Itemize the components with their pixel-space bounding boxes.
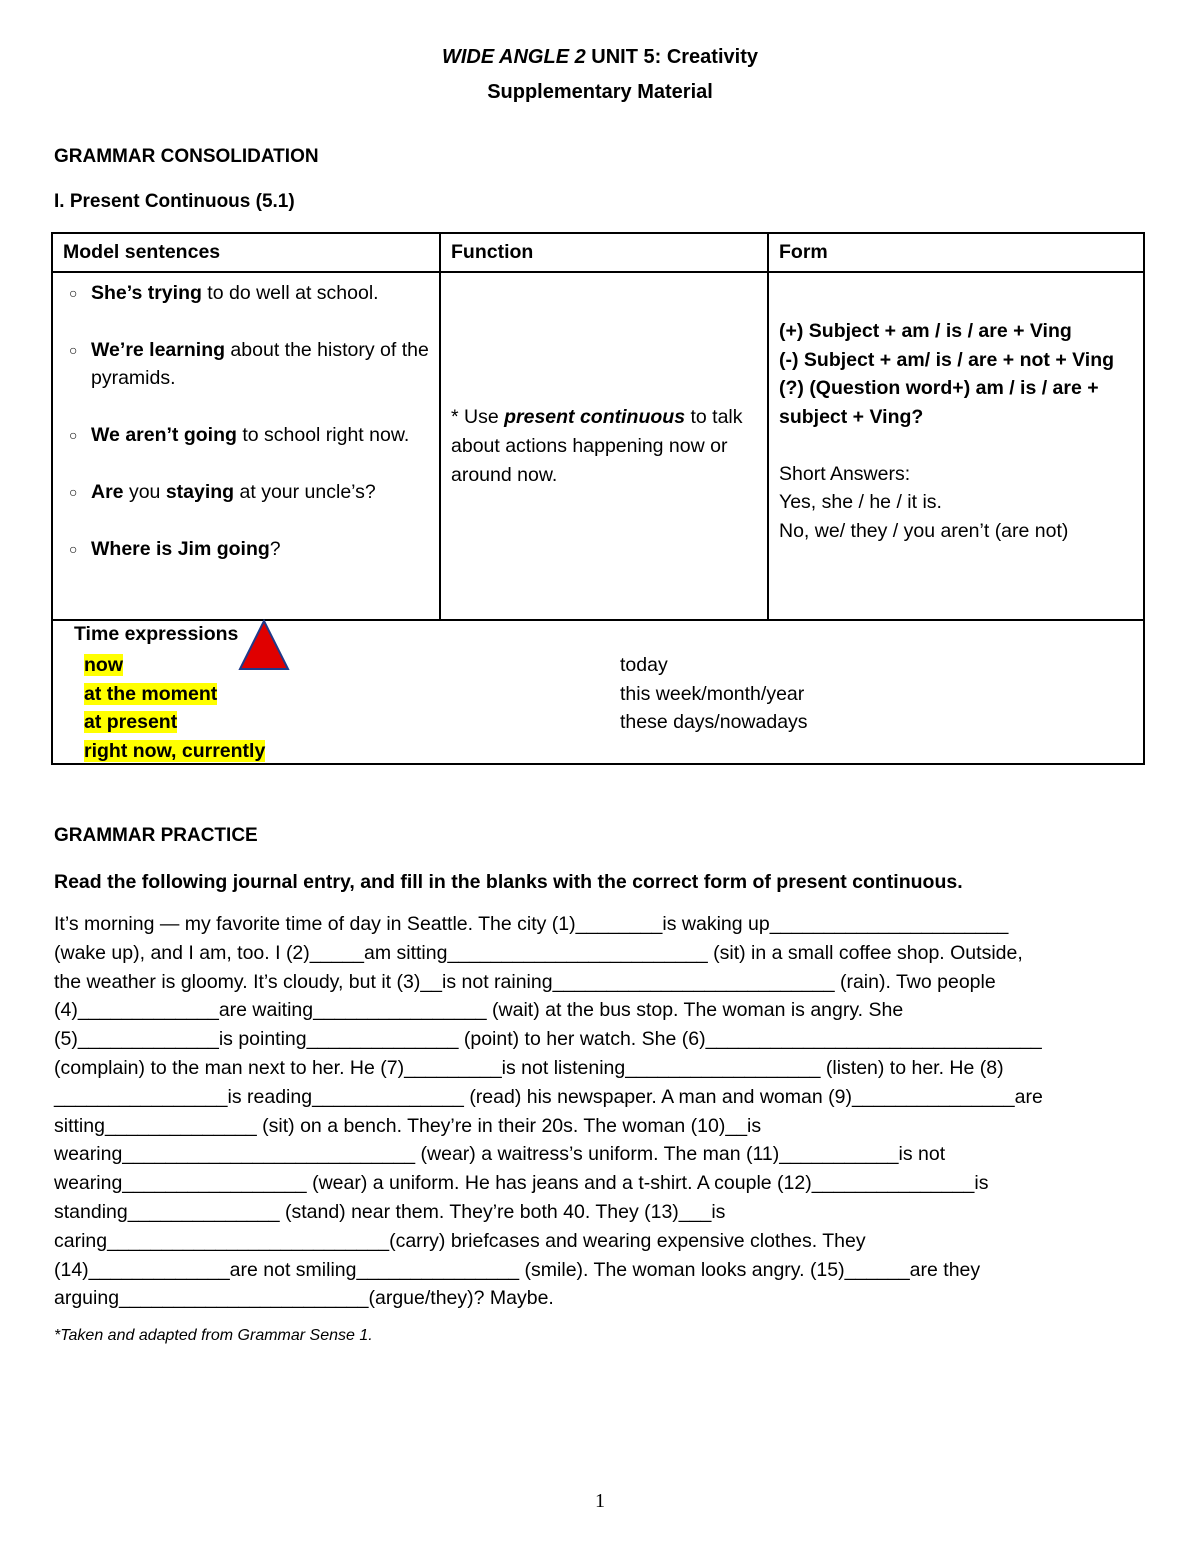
form-cell — [768, 272, 1144, 620]
time-expression: this week/month/year — [620, 682, 805, 705]
model-sentence: ○ We aren’t going to school right now. — [69, 421, 429, 449]
model-sentence: ○ Are you staying at your uncle’s? — [69, 478, 429, 506]
time-expression: these days/nowadays — [620, 711, 808, 733]
practice-heading: GRAMMAR PRACTICE — [54, 825, 258, 846]
journal-line: (wake up), and I am, too. I (2)_____am sitting________________________ (sit) in a small coffee shop. Outside, — [54, 941, 1023, 964]
time-expression: now — [84, 654, 123, 676]
table-header-row — [52, 233, 1144, 272]
form-negative: (-) Subject + am/ is / are + not + Ving — [779, 348, 1115, 371]
short-answers-title: Short Answers: — [779, 462, 911, 485]
journal-line: the weather is gloomy. It’s cloudy, but it (3)__is not raining__________________________ (rain). Two people — [54, 970, 996, 993]
journal-line: (14)_____________are not smiling_______________ (smile). The woman looks angry. (15)______are they — [54, 1258, 981, 1281]
journal-line: arguing_______________________(argue/they)? Maybe. — [54, 1287, 554, 1310]
journal-line: It’s morning — my favorite time of day in Seattle. The city (1)________is waking up______________________ — [54, 913, 1009, 935]
document-subtitle: Supplementary Material — [487, 81, 713, 103]
time-expressions-cell — [52, 620, 1144, 764]
journal-line: sitting______________ (sit) on a bench. They’re in their 20s. The woman (10)__is — [54, 1114, 762, 1137]
journal-line: standing______________ (stand) near them. They’re both 40. They (13)___is — [54, 1200, 726, 1223]
consolidation-heading: GRAMMAR CONSOLIDATION — [54, 146, 319, 167]
grammar-table — [51, 232, 1145, 765]
time-expression: at the moment — [84, 682, 218, 705]
source-note: *Taken and adapted from Grammar Sense 1. — [54, 1327, 373, 1344]
time-expressions-left — [84, 651, 265, 765]
form-positive: (+) Subject + am / is / are + Ving — [779, 320, 1072, 342]
time-expression: at present — [84, 711, 178, 733]
journal-line: ________________is reading______________ (read) his newspaper. A man and woman (9)_______________are — [54, 1085, 1043, 1108]
journal-line: (5)_____________is pointing______________ (point) to her watch. She (6)_______________________________ — [54, 1028, 1042, 1051]
journal-line: wearing___________________________ (wear) a waitress’s uniform. The man (11)___________is not — [54, 1143, 946, 1166]
header-function: Function — [440, 233, 768, 272]
journal-entry — [54, 910, 1139, 1313]
time-expression: right now, currently — [84, 739, 266, 762]
model-sentence: ○ Where is Jim going? — [69, 535, 429, 563]
header-form: Form — [768, 233, 1144, 272]
table-body-row — [52, 272, 1144, 620]
short-answer-no: No, we/ they / you aren’t (are not) — [779, 519, 1069, 542]
journal-line: (4)_____________are waiting________________ (wait) at the bus stop. The woman is angry. She — [54, 999, 904, 1022]
model-sentence: ○ We’re learning about the history of the pyramids. — [69, 336, 429, 392]
time-expressions-row — [52, 620, 1144, 764]
section-heading: I. Present Continuous (5.1) — [54, 191, 295, 212]
practice-instruction: Read the following journal entry, and fill in the blanks with the correct form of present continuous. — [54, 871, 963, 893]
journal-line: wearing_________________ (wear) a uniform. He has jeans and a t-shirt. A couple (12)_______________is — [54, 1172, 989, 1195]
form-question: (?) (Question word+) am / is / are + subject + Ving? — [779, 377, 1099, 428]
time-expression: today — [620, 654, 668, 676]
function-cell: * Use present continuous to talk about actions happening now or around now. — [440, 272, 768, 620]
page-number: 1 — [595, 1490, 605, 1512]
time-expressions-title: Time expressions — [74, 623, 239, 645]
journal-line: (complain) to the man next to her. He (7)_________is not listening__________________ (listen) to her. He (8) — [54, 1056, 1004, 1079]
document-title: WIDE ANGLE 2 UNIT 5: Creativity — [442, 46, 758, 68]
short-answer-yes: Yes, she / he / it is. — [779, 491, 942, 513]
model-sentences-cell — [52, 272, 440, 620]
time-expressions-right — [620, 651, 808, 737]
journal-line: caring__________________________(carry) briefcases and wearing expensive clothes. They — [54, 1229, 866, 1252]
model-sentence: ○ She’s trying to do well at school. — [69, 279, 429, 307]
header-model-sentences: Model sentences — [52, 233, 440, 272]
